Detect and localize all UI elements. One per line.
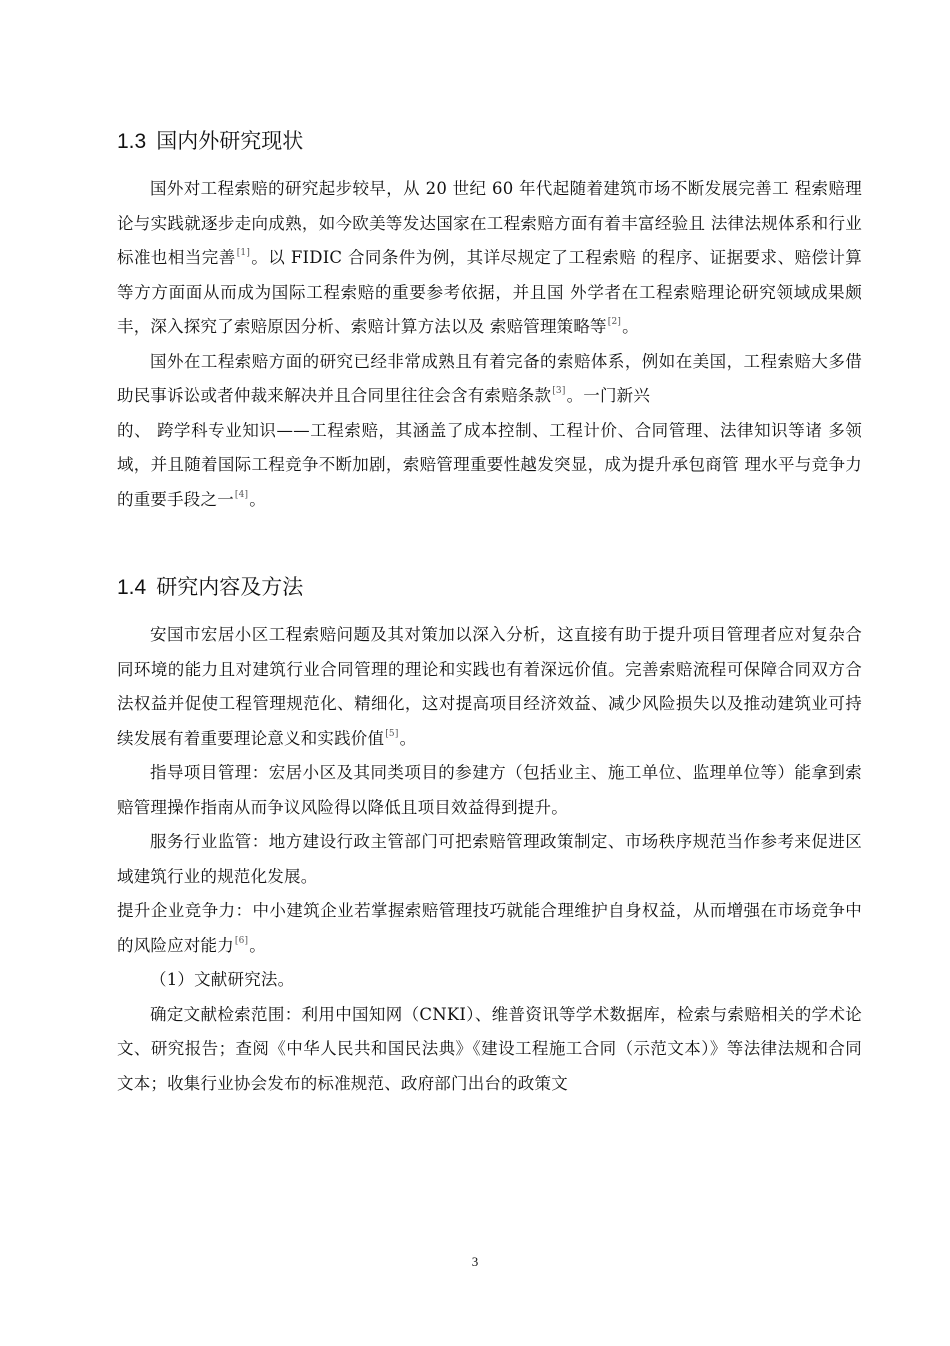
paragraph-text: 。: [622, 317, 639, 336]
citation-ref: [3]: [552, 386, 566, 396]
section-heading: [117, 127, 862, 156]
section-title: 研究内容及方法: [156, 575, 304, 599]
section-title: 国内外研究现状: [156, 129, 304, 153]
citation-ref: [5]: [385, 728, 399, 739]
paragraph-text: 的、 跨学科专业知识——工程索赔，其涵盖了成本控制、工程计价、合同管理、法律知识等诸 多领域，并且随着国际工程竞争不断加剧，索赔管理重要性越发突显，成为提升承包商管 理水平与竞争力的重要手段之一: [117, 420, 862, 509]
paragraph-text: 。: [249, 935, 266, 955]
section-number: 1.3: [117, 130, 147, 153]
section-1-3: [117, 127, 862, 156]
citation-ref: [1]: [236, 248, 251, 258]
paragraph-text: 国外在工程索赔方面的研究已经非常成熟且有着完备的索赔体系，例如在美国，工程索赔大多借助民事诉讼或者仲裁来解决并且合同里往往会含有索赔条款: [117, 351, 862, 405]
section-1-4: [117, 573, 862, 602]
page-number: 3: [471, 1254, 479, 1269]
section-number: 1.4: [117, 576, 147, 599]
citation-ref: [2]: [607, 317, 622, 327]
section-1-4-body: [117, 618, 862, 1101]
section-heading: [117, 573, 862, 602]
paragraph-text: 提升企业竞争力：中小建筑企业若掌握索赔管理技巧就能合理维护自身权益，从而增强在市场竞争中的风险应对能力: [117, 901, 862, 955]
paragraph-text: 。以 FIDIC 合同条件为例，其详尽规定了工程索赔 的程序、证据要求、赔偿计算等方方面面从而成为国际工程索赔的重要参考依据，并且国 外学者在工程索赔理论研究领域成果颇丰，深入探究了索赔原因分析、索赔计算方法以及 索赔管理策略等: [117, 248, 862, 336]
paragraph: [117, 618, 862, 756]
paragraph: 确定文献检索范围：利用中国知网（CNKI）、维普资讯等学术数据库，检索与索赔相关的学术论文、研究报告；查阅《中华人民共和国民法典》《建设工程施工合同（示范文本）》等法律法规和合同文本；收集行业协会发布的标准规范、政府部门出台的政策文: [117, 1004, 862, 1093]
citation-ref: [6]: [234, 935, 249, 946]
paragraph-text: 。一门新兴: [566, 386, 651, 405]
paragraph: 指导项目管理：宏居小区及其同类项目的参建方（包括业主、施工单位、监理单位等）能拿到索赔管理操作指南从而争议风险得以降低且项目效益得到提升。: [117, 763, 862, 817]
method-heading: （1）文献研究法。: [150, 970, 295, 989]
paragraph-text: 安国市宏居小区工程索赔问题及其对策加以深入分析，这直接有助于提升项目管理者应对复杂合同环境的能力且对建筑行业合同管理的理论和实践也有着深远价值。完善索赔流程可保障合同双方合法权益并促使工程管理规范化、精细化，这对提高项目经济效益、减少风险损失以及推动建筑业可持续发展有着重要理论意义和实践价值: [117, 625, 862, 748]
paragraph: [117, 894, 862, 963]
paragraph-text: 。: [399, 728, 417, 748]
paragraph: [117, 345, 862, 518]
citation-ref: [4]: [234, 489, 249, 500]
paragraph: 服务行业监管：地方建设行政主管部门可把索赔管理政策制定、市场秩序规范当作参考来促进区域建筑行业的规范化发展。: [117, 832, 862, 886]
paragraph-text: 。: [249, 489, 266, 509]
section-1-3-body: [117, 172, 862, 517]
paragraph-text: 国外对工程索赔的研究起步较早，从 20 世纪 60 年代起随着建筑市场不断发展完善工 程索赔理论与实践就逐步走向成熟，如今欧美等发达国家在工程索赔方面有着丰富经验且 法律法规体系和行业标准也相当完善: [117, 179, 862, 267]
paragraph: [117, 172, 862, 345]
